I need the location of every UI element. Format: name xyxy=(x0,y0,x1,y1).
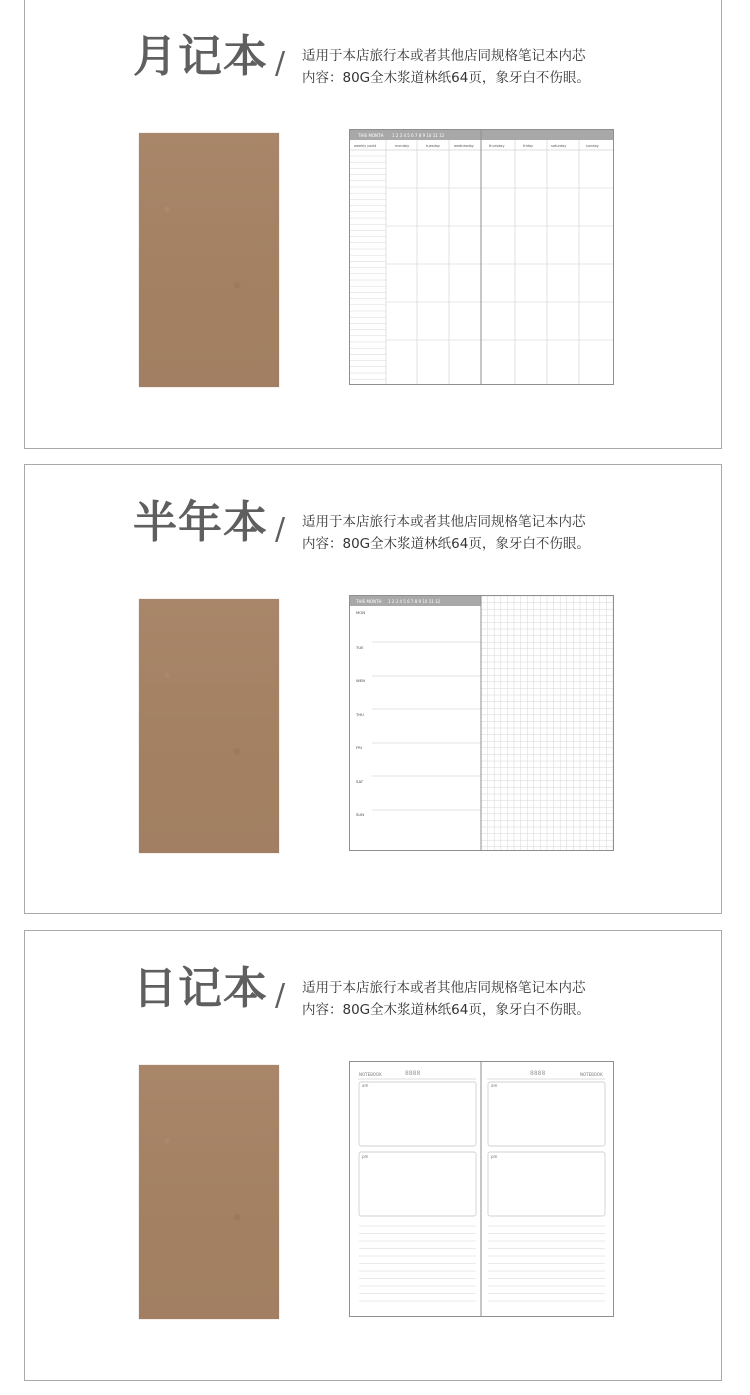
product-panel-monthly xyxy=(24,0,722,449)
kraft-cover-image xyxy=(139,1065,279,1319)
svg-text:monday: monday xyxy=(395,144,410,148)
monthly-grid xyxy=(350,130,613,384)
svg-text:1 2 3 4 5 6 7 8 9 10 11 12: 1 2 3 4 5 6 7 8 9 10 11 12 xyxy=(392,133,445,138)
description-line-1: 适用于本店旅行本或者其他店同规格笔记本内芯 xyxy=(302,980,586,996)
kraft-cover-image xyxy=(139,599,279,853)
title-slash: / xyxy=(275,978,286,1013)
section-description xyxy=(302,45,590,89)
monthly-page-preview xyxy=(349,129,614,385)
description-line-2: 内容：80G全木浆道林纸64页，象牙白不伤眼。 xyxy=(302,70,590,86)
section-title: 半年本 xyxy=(133,497,268,548)
daily-layout xyxy=(350,1062,613,1316)
svg-text:THIS MONTH: THIS MONTH xyxy=(358,133,384,138)
product-panel-daily xyxy=(24,930,722,1381)
svg-text:am: am xyxy=(362,1083,369,1088)
svg-text:MON: MON xyxy=(356,610,366,615)
svg-text:8888: 8888 xyxy=(405,1070,421,1077)
svg-text:sunday: sunday xyxy=(586,144,599,148)
daily-page-preview xyxy=(349,1061,614,1317)
weekly-grid xyxy=(350,596,613,850)
svg-text:thursday: thursday xyxy=(489,144,505,148)
section-title: 月记本 xyxy=(133,31,268,82)
svg-text:TUE: TUE xyxy=(356,645,364,650)
svg-text:1 2 3 4 5 6 7 8 9 10 11 12: 1 2 3 4 5 6 7 8 9 10 11 12 xyxy=(388,599,441,604)
svg-text:SAT: SAT xyxy=(356,779,364,784)
svg-text:weekly point: weekly point xyxy=(354,144,377,148)
weekly-page-preview xyxy=(349,595,614,851)
svg-text:am: am xyxy=(491,1083,498,1088)
svg-text:pm: pm xyxy=(491,1154,498,1159)
title-slash: / xyxy=(275,512,286,547)
svg-text:8888: 8888 xyxy=(530,1070,546,1077)
description-line-1: 适用于本店旅行本或者其他店同规格笔记本内芯 xyxy=(302,514,586,530)
description-line-2: 内容：80G全木浆道林纸64页，象牙白不伤眼。 xyxy=(302,1002,590,1018)
svg-text:friday: friday xyxy=(523,144,534,148)
description-line-2: 内容：80G全木浆道林纸64页，象牙白不伤眼。 xyxy=(302,536,590,552)
svg-text:saturday: saturday xyxy=(551,144,567,148)
svg-text:pm: pm xyxy=(362,1154,369,1159)
svg-text:NOTEBOOK: NOTEBOOK xyxy=(580,1072,603,1077)
svg-text:THU: THU xyxy=(356,712,364,717)
description-line-1: 适用于本店旅行本或者其他店同规格笔记本内芯 xyxy=(302,48,586,64)
svg-text:wednesday: wednesday xyxy=(454,144,474,148)
product-panel-half-year xyxy=(24,464,722,914)
section-title: 日记本 xyxy=(133,963,268,1014)
svg-text:tuesday: tuesday xyxy=(426,144,441,148)
section-description xyxy=(302,511,590,555)
title-slash: / xyxy=(275,46,286,81)
section-description xyxy=(302,977,590,1021)
svg-text:NOTEBOOK: NOTEBOOK xyxy=(359,1072,382,1077)
svg-text:SUN: SUN xyxy=(356,812,365,817)
svg-text:THIS MONTH: THIS MONTH xyxy=(356,599,382,604)
svg-text:FRI: FRI xyxy=(356,745,362,750)
kraft-cover-image xyxy=(139,133,279,387)
svg-text:WEN: WEN xyxy=(356,678,365,683)
